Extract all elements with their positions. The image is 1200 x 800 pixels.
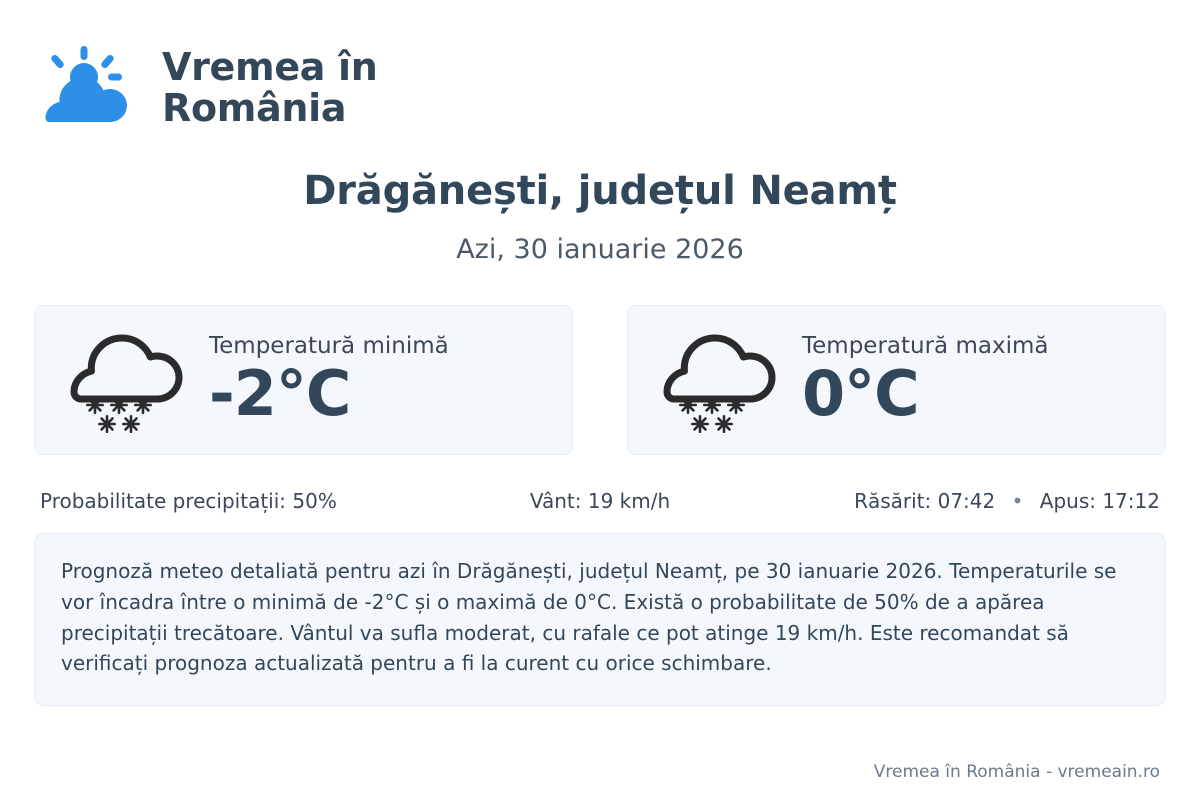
card-min-temperature: [34, 305, 573, 455]
sun-cloud-icon: [40, 44, 144, 132]
sun-times-stat: [787, 489, 1160, 513]
sunrise-value: Răsărit: 07:42: [854, 489, 996, 513]
stat-separator: •: [1011, 489, 1024, 513]
card-min-label: Temperatură minimă: [209, 333, 449, 360]
brand-title: [162, 44, 378, 130]
page-title: Drăgănești, județul Neamț: [303, 168, 897, 214]
card-min-text: [209, 333, 449, 431]
card-max-label: Temperatură maximă: [802, 333, 1049, 360]
brand-title-line2: România: [162, 86, 347, 130]
forecast-description: Prognoză meteo detaliată pentru azi în Drăgănești, județul Neamț, pe 30 ianuarie 2026. Temperaturile se vor încadra între o minimă de -2°C și o maximă de 0°C. Există o probabilitate de 50% de a apărea precipitații trecătoare. Vântul va sufla moderat, cu rafale ce pot atinge 19 km/h. Este recomandat să verificați prognoza actualizată pentru a fi la curent cu orice schimbare.: [34, 533, 1166, 706]
weather-stats: [40, 489, 1160, 513]
temperature-cards: [34, 305, 1166, 455]
snow-cloud-icon: [654, 325, 790, 435]
sunset-value: Apus: 17:12: [1039, 489, 1160, 513]
card-max-temperature: [627, 305, 1166, 455]
page-date: Azi, 30 ianuarie 2026: [456, 234, 744, 265]
wind-stat: Vânt: 19 km/h: [529, 489, 671, 513]
precipitation-stat: Probabilitate precipitații: 50%: [40, 489, 337, 513]
brand-title-line1: Vremea în: [162, 44, 378, 89]
brand-header: [0, 0, 1200, 132]
snow-cloud-icon: [61, 325, 197, 435]
card-max-value: 0°C: [802, 357, 919, 431]
card-max-text: [802, 333, 1049, 431]
footer-credit: Vremea în România - vremeain.ro: [873, 762, 1160, 782]
card-min-value: -2°C: [209, 357, 351, 431]
